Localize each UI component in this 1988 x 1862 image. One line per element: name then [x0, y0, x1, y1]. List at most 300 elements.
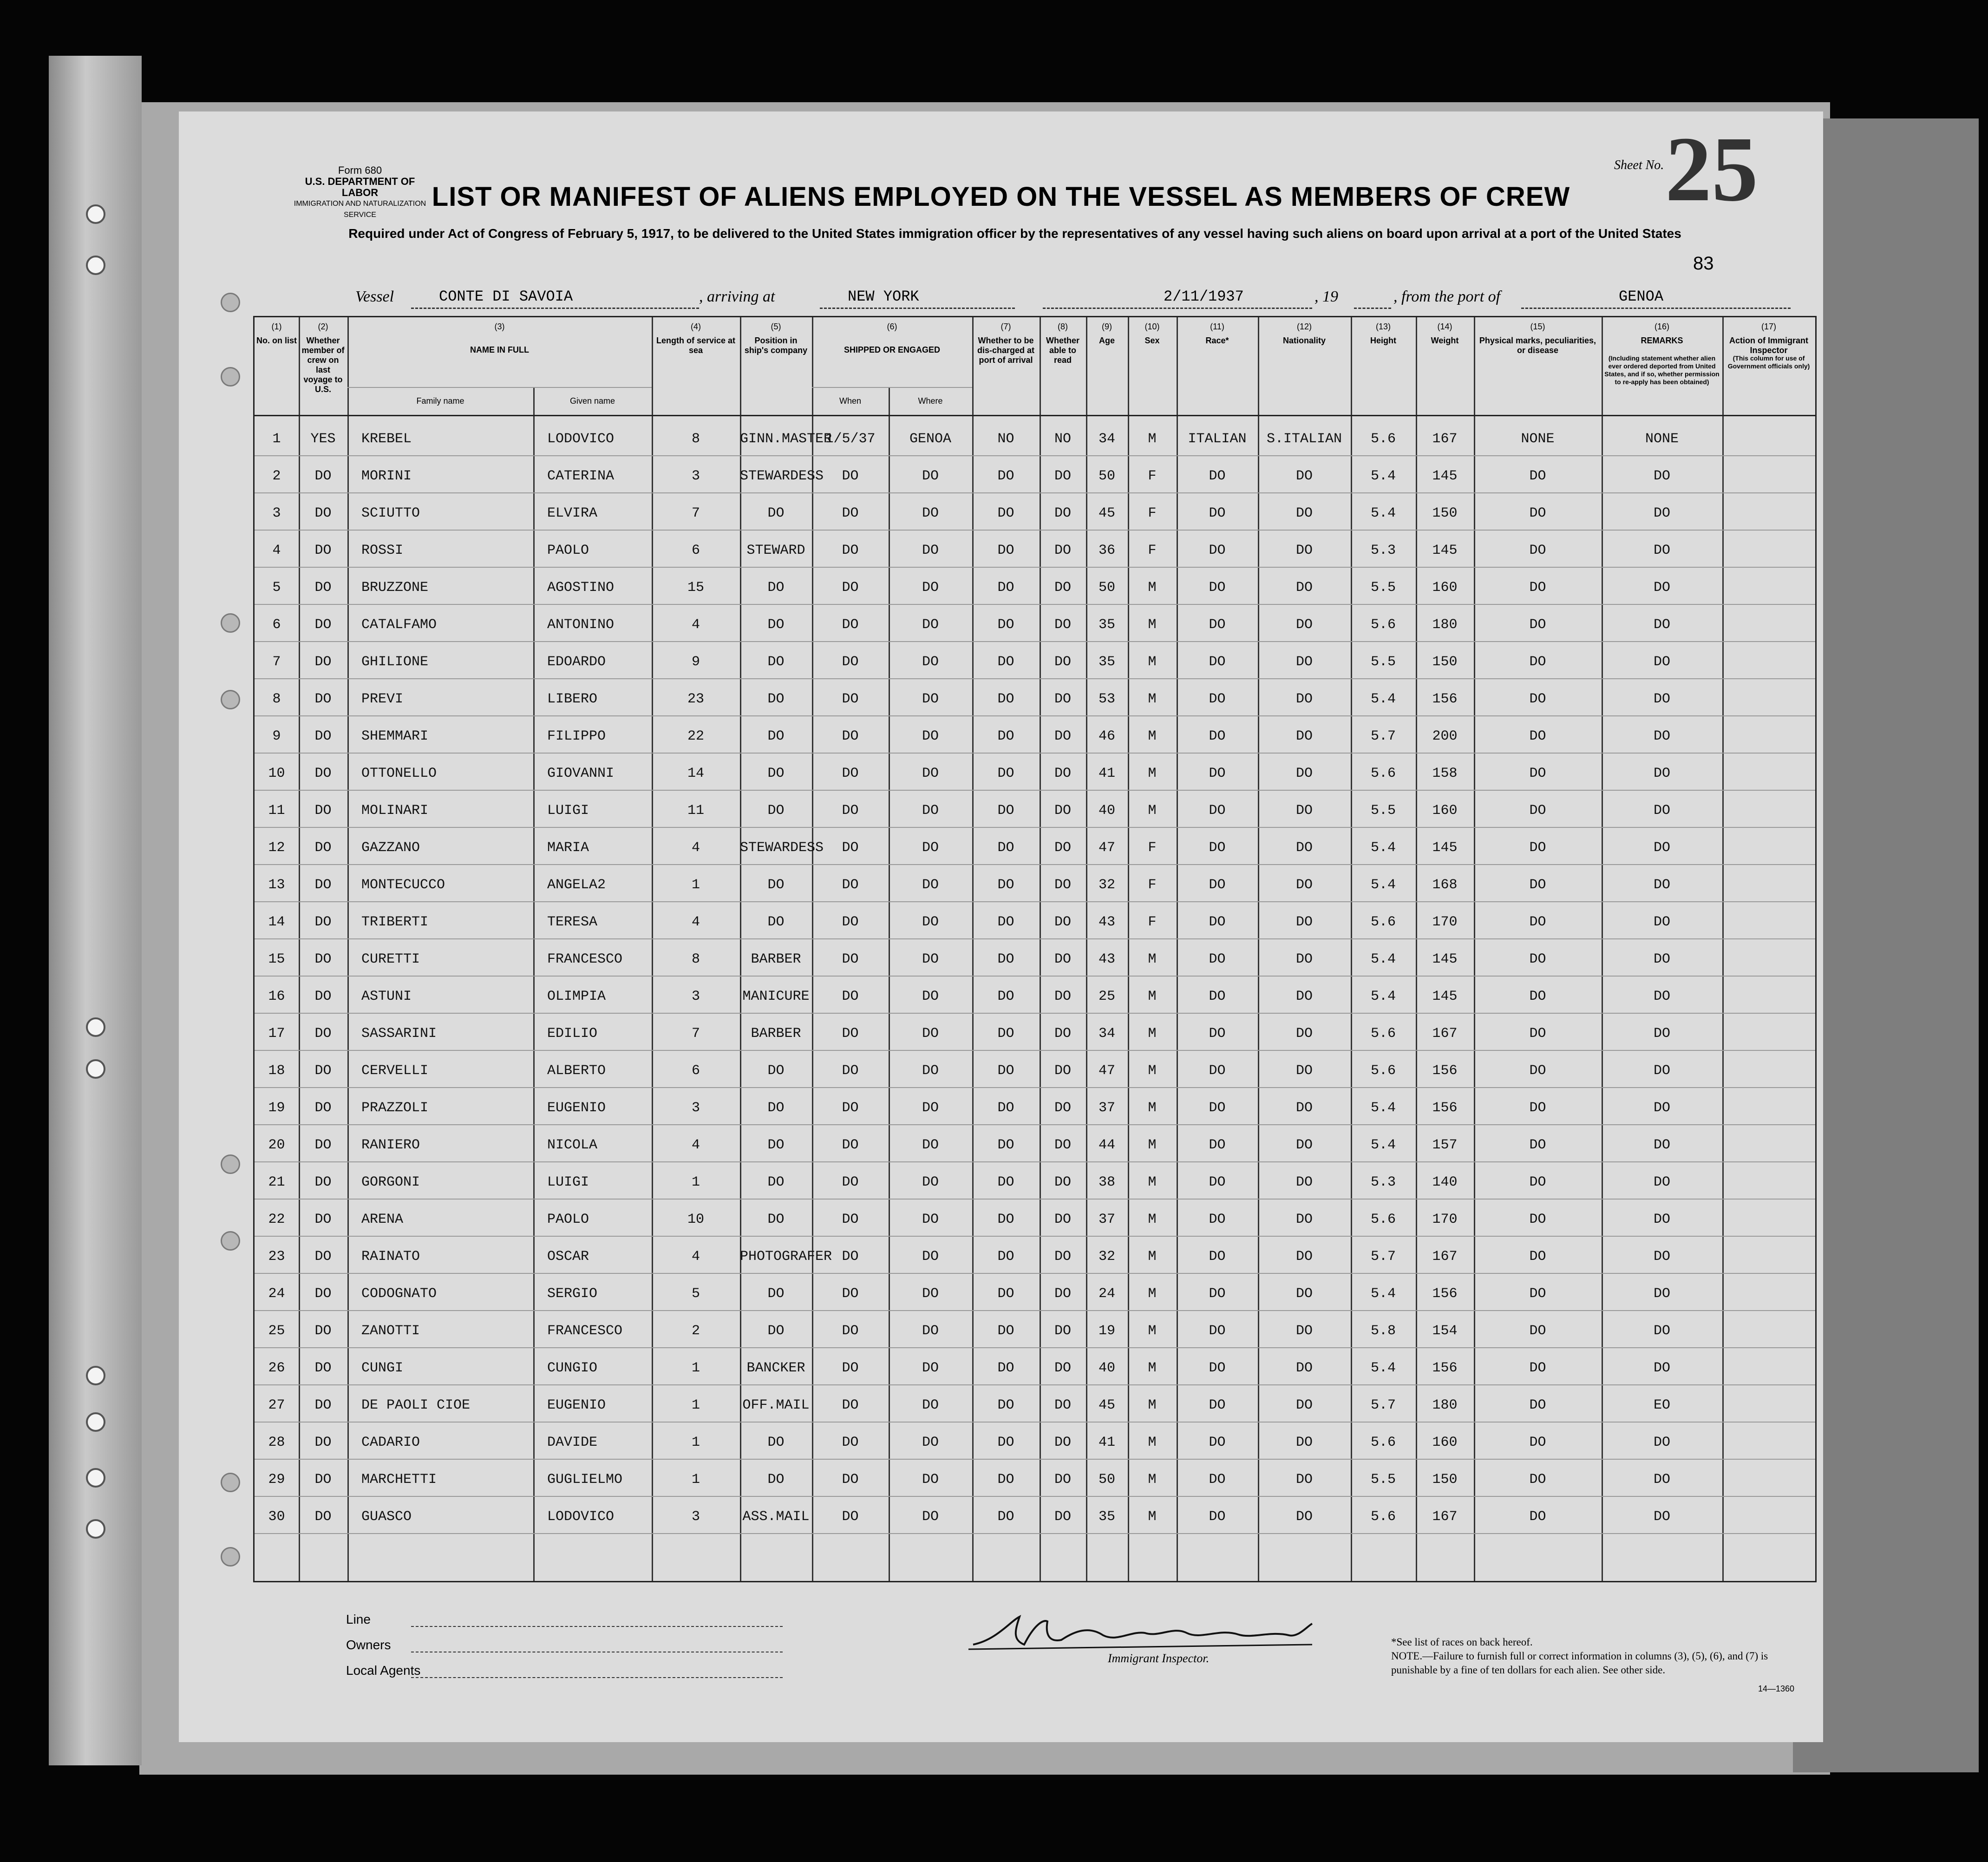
height-cell: 5.4	[1370, 1100, 1396, 1116]
table-row	[255, 1165, 1815, 1202]
age-cell: 50	[1098, 468, 1115, 484]
service-length-cell: 14	[687, 766, 704, 781]
able-to-read-cell: DO	[1054, 543, 1071, 558]
position-cell: STEWARDESS	[740, 840, 824, 856]
departure-underline	[1521, 308, 1791, 309]
position-cell: DO	[767, 728, 785, 744]
age-cell: 43	[1098, 914, 1115, 930]
position-cell: STEWARDESS	[740, 468, 824, 484]
position-cell: DO	[767, 1174, 785, 1190]
column-label: Height	[1370, 336, 1396, 345]
service-length-cell: 22	[687, 728, 704, 744]
able-to-read-cell: DO	[1054, 691, 1071, 707]
previous-voyage-cell: DO	[314, 840, 332, 856]
sex-cell: M	[1148, 691, 1157, 707]
race-cell: DO	[1209, 1212, 1226, 1227]
remarks-cell: DO	[1653, 877, 1670, 893]
physical-marks-cell: DO	[1529, 803, 1546, 819]
family-name-cell: ZANOTTI	[361, 1323, 420, 1339]
race-cell: DO	[1209, 1360, 1226, 1376]
remarks-cell: DO	[1653, 1472, 1670, 1488]
race-cell: DO	[1209, 580, 1226, 596]
discharge-status-cell: DO	[997, 877, 1014, 893]
position-cell: DO	[767, 654, 785, 670]
remarks-cell: DO	[1653, 505, 1670, 521]
physical-marks-cell: DO	[1529, 951, 1546, 967]
nationality-cell: DO	[1295, 1286, 1313, 1302]
weight-cell: 156	[1432, 691, 1458, 707]
sub-column-label: Family name	[416, 396, 464, 406]
remarks-cell: EO	[1653, 1397, 1670, 1413]
shipped-where-cell: DO	[922, 654, 939, 670]
service-length-cell: 1	[691, 1174, 700, 1190]
service-length-cell: 15	[687, 580, 704, 596]
shipped-when-cell: DO	[842, 617, 859, 633]
shipped-where-cell: DO	[922, 691, 939, 707]
able-to-read-cell: DO	[1054, 1435, 1071, 1450]
sub-column-label: Where	[918, 396, 943, 406]
shipped-where-cell: GENOA	[909, 431, 951, 447]
sex-cell: M	[1148, 1100, 1157, 1116]
position-cell: PHOTOGRAFER	[740, 1249, 832, 1265]
shipped-where-cell: DO	[922, 840, 939, 856]
able-to-read-cell: DO	[1054, 505, 1071, 521]
nationality-cell: DO	[1295, 1137, 1313, 1153]
race-cell: DO	[1209, 1174, 1226, 1190]
column-number: (13)	[1375, 322, 1391, 331]
punch-hole	[221, 367, 240, 387]
service-length-cell: 4	[691, 840, 700, 856]
previous-voyage-cell: DO	[314, 1323, 332, 1339]
nationality-cell: DO	[1295, 1063, 1313, 1079]
department-name: U.S. DEPARTMENT OF LABOR	[305, 176, 415, 198]
position-cell: DO	[767, 505, 785, 521]
weight-cell: 200	[1432, 728, 1458, 744]
given-name-cell: ELVIRA	[547, 505, 598, 521]
height-cell: 5.6	[1370, 1026, 1396, 1042]
age-cell: 41	[1098, 1435, 1115, 1450]
previous-voyage-cell: DO	[314, 1249, 332, 1265]
family-name-cell: DE PAOLI CIOE	[361, 1397, 471, 1413]
column-label: No. on list	[256, 336, 297, 345]
table-row	[255, 1054, 1815, 1091]
position-cell: DO	[767, 877, 785, 893]
discharge-status-cell: DO	[997, 1360, 1014, 1376]
given-name-cell: DAVIDE	[547, 1435, 598, 1450]
previous-voyage-cell: DO	[314, 728, 332, 744]
table-row	[255, 645, 1815, 682]
weight-cell: 145	[1432, 840, 1458, 856]
given-name-cell: GUGLIELMO	[547, 1472, 623, 1488]
row-number-cell: 5	[272, 580, 281, 596]
height-cell: 5.6	[1370, 1509, 1396, 1525]
family-name-cell: MORINI	[361, 468, 412, 484]
column-number: (3)	[494, 322, 505, 331]
weight-cell: 160	[1432, 803, 1458, 819]
remarks-cell: DO	[1653, 1249, 1670, 1265]
race-cell: DO	[1209, 989, 1226, 1004]
able-to-read-cell: DO	[1054, 1397, 1071, 1413]
sex-cell: F	[1148, 543, 1157, 558]
discharge-status-cell: DO	[997, 1212, 1014, 1227]
column-number: (5)	[771, 322, 781, 331]
nationality-cell: DO	[1295, 1174, 1313, 1190]
weight-cell: 167	[1432, 1249, 1458, 1265]
height-cell: 5.6	[1370, 1063, 1396, 1079]
shipped-where-cell: DO	[922, 1100, 939, 1116]
previous-voyage-cell: DO	[314, 1397, 332, 1413]
shipped-where-cell: DO	[922, 1472, 939, 1488]
age-cell: 35	[1098, 654, 1115, 670]
race-footnote: *See list of races on back hereof.	[1391, 1636, 1533, 1648]
race-cell: DO	[1209, 877, 1226, 893]
column-label: Position in ship's company	[744, 336, 808, 355]
table-row	[255, 1202, 1815, 1239]
table-row	[255, 496, 1815, 533]
physical-marks-cell: DO	[1529, 1397, 1546, 1413]
previous-voyage-cell: DO	[314, 989, 332, 1004]
weight-cell: 145	[1432, 951, 1458, 967]
able-to-read-cell: DO	[1054, 1174, 1071, 1190]
height-cell: 5.8	[1370, 1323, 1396, 1339]
age-cell: 53	[1098, 691, 1115, 707]
row-number-cell: 13	[268, 877, 285, 893]
given-name-cell: GIOVANNI	[547, 766, 615, 781]
remarks-cell: DO	[1653, 1100, 1670, 1116]
race-cell: DO	[1209, 691, 1226, 707]
height-cell: 5.4	[1370, 877, 1396, 893]
physical-marks-cell: DO	[1529, 840, 1546, 856]
family-name-cell: PRAZZOLI	[361, 1100, 429, 1116]
position-cell: DO	[767, 1435, 785, 1450]
service-length-cell: 1	[691, 1397, 700, 1413]
previous-voyage-cell: DO	[314, 1063, 332, 1079]
service-length-cell: 1	[691, 1360, 700, 1376]
age-cell: 45	[1098, 1397, 1115, 1413]
family-name-cell: SHEMMARI	[361, 728, 429, 744]
discharge-status-cell: DO	[997, 766, 1014, 781]
shipped-where-cell: DO	[922, 1063, 939, 1079]
family-name-cell: GHILIONE	[361, 654, 429, 670]
nationality-cell: DO	[1295, 1397, 1313, 1413]
shipped-when-cell: DO	[842, 691, 859, 707]
age-cell: 36	[1098, 543, 1115, 558]
able-to-read-cell: DO	[1054, 1137, 1071, 1153]
position-cell: DO	[767, 1323, 785, 1339]
nationality-cell: DO	[1295, 1509, 1313, 1525]
height-cell: 5.5	[1370, 654, 1396, 670]
service-length-cell: 23	[687, 691, 704, 707]
race-cell: DO	[1209, 766, 1226, 781]
weight-cell: 158	[1432, 766, 1458, 781]
position-cell: DO	[767, 1100, 785, 1116]
age-cell: 45	[1098, 505, 1115, 521]
previous-voyage-cell: DO	[314, 1472, 332, 1488]
height-cell: 5.4	[1370, 505, 1396, 521]
punch-hole	[221, 293, 240, 312]
height-cell: 5.6	[1370, 617, 1396, 633]
able-to-read-cell: DO	[1054, 617, 1071, 633]
physical-marks-cell: NONE	[1521, 431, 1555, 447]
physical-marks-cell: DO	[1529, 1026, 1546, 1042]
shipped-when-cell: DO	[842, 1472, 859, 1488]
discharge-status-cell: DO	[997, 691, 1014, 707]
nationality-cell: DO	[1295, 728, 1313, 744]
physical-marks-cell: DO	[1529, 877, 1546, 893]
remarks-cell: DO	[1653, 989, 1670, 1004]
race-cell: DO	[1209, 1472, 1226, 1488]
sex-cell: M	[1148, 1472, 1157, 1488]
shipped-where-cell: DO	[922, 1026, 939, 1042]
service-length-cell: 1	[691, 877, 700, 893]
sex-cell: M	[1148, 1137, 1157, 1153]
row-number-cell: 3	[272, 505, 281, 521]
nationality-cell: DO	[1295, 1026, 1313, 1042]
height-cell: 5.7	[1370, 1397, 1396, 1413]
discharge-status-cell: DO	[997, 1509, 1014, 1525]
row-number-cell: 4	[272, 543, 281, 558]
sex-cell: M	[1148, 431, 1157, 447]
column-number: (16)	[1654, 322, 1669, 331]
discharge-status-cell: DO	[997, 951, 1014, 967]
given-name-cell: LIBERO	[547, 691, 598, 707]
nationality-cell: DO	[1295, 1323, 1313, 1339]
row-number-cell: 9	[272, 728, 281, 744]
previous-voyage-cell: DO	[314, 951, 332, 967]
discharge-status-cell: DO	[997, 617, 1014, 633]
remarks-cell: NONE	[1645, 431, 1679, 447]
height-cell: 5.4	[1370, 468, 1396, 484]
service-name: IMMIGRATION AND NATURALIZATION SERVICE	[294, 200, 426, 219]
sex-cell: M	[1148, 1323, 1157, 1339]
row-number-cell: 29	[268, 1472, 285, 1488]
service-length-cell: 3	[691, 1100, 700, 1116]
sex-cell: M	[1148, 951, 1157, 967]
family-name-cell: SCIUTTO	[361, 505, 420, 521]
nationality-cell: DO	[1295, 1360, 1313, 1376]
physical-marks-cell: DO	[1529, 1323, 1546, 1339]
weight-cell: 154	[1432, 1323, 1458, 1339]
race-cell: DO	[1209, 840, 1226, 856]
column-label: Race*	[1205, 336, 1229, 345]
row-number-cell: 1	[272, 431, 281, 447]
remarks-cell: DO	[1653, 543, 1670, 558]
shipped-where-cell: DO	[922, 877, 939, 893]
column-number: (11)	[1210, 322, 1224, 331]
nationality-cell: DO	[1295, 1472, 1313, 1488]
header-divider	[255, 415, 1815, 416]
remarks-cell: DO	[1653, 1360, 1670, 1376]
remarks-cell: DO	[1653, 1026, 1670, 1042]
previous-voyage-cell: DO	[314, 1360, 332, 1376]
age-cell: 34	[1098, 431, 1115, 447]
table-row	[255, 868, 1815, 905]
position-cell: MANICURE	[742, 989, 810, 1004]
shipped-when-cell: DO	[842, 1100, 859, 1116]
height-cell: 5.5	[1370, 580, 1396, 596]
binder-hole	[86, 1366, 105, 1385]
race-cell: DO	[1209, 1026, 1226, 1042]
given-name-cell: CATERINA	[547, 468, 615, 484]
weight-cell: 160	[1432, 1435, 1458, 1450]
family-name-cell: TRIBERTI	[361, 914, 429, 930]
race-cell: DO	[1209, 1286, 1226, 1302]
service-length-cell: 6	[691, 543, 700, 558]
family-name-cell: CUNGI	[361, 1360, 404, 1376]
service-length-cell: 7	[691, 505, 700, 521]
height-cell: 5.6	[1370, 1435, 1396, 1450]
sex-cell: M	[1148, 803, 1157, 819]
remarks-cell: DO	[1653, 803, 1670, 819]
position-cell: BARBER	[751, 1026, 801, 1042]
year-label: , 19	[1314, 288, 1338, 305]
form-footer	[253, 1584, 1814, 1737]
print-code: 14—1360	[1758, 1684, 1795, 1693]
able-to-read-cell: DO	[1054, 1360, 1071, 1376]
age-cell: 35	[1098, 1509, 1115, 1525]
physical-marks-cell: DO	[1529, 1360, 1546, 1376]
shipped-when-cell: DO	[842, 1397, 859, 1413]
age-cell: 40	[1098, 1360, 1115, 1376]
shipped-where-cell: DO	[922, 914, 939, 930]
binder-strip	[49, 56, 142, 1765]
column-number: (1)	[271, 322, 282, 331]
physical-marks-cell: DO	[1529, 1137, 1546, 1153]
punch-hole	[221, 1473, 240, 1492]
column-label: Whether member of crew on last voyage to U.S.	[301, 336, 345, 394]
given-name-cell: OSCAR	[547, 1249, 589, 1265]
nationality-cell: DO	[1295, 1100, 1313, 1116]
physical-marks-cell: DO	[1529, 914, 1546, 930]
race-cell: DO	[1209, 505, 1226, 521]
remarks-cell: DO	[1653, 1063, 1670, 1079]
family-name-cell: SASSARINI	[361, 1026, 437, 1042]
physical-marks-cell: DO	[1529, 1100, 1546, 1116]
given-name-cell: EUGENIO	[547, 1397, 606, 1413]
position-cell: DO	[767, 766, 785, 781]
age-cell: 34	[1098, 1026, 1115, 1042]
height-cell: 5.7	[1370, 728, 1396, 744]
sub-column-label: Given name	[569, 396, 615, 406]
shipped-when-cell: DO	[842, 877, 859, 893]
height-cell: 5.4	[1370, 951, 1396, 967]
discharge-status-cell: DO	[997, 1100, 1014, 1116]
column-number: (12)	[1296, 322, 1312, 331]
sex-cell: M	[1148, 728, 1157, 744]
shipped-where-cell: DO	[922, 951, 939, 967]
column-number: (14)	[1437, 322, 1452, 331]
nationality-cell: DO	[1295, 505, 1313, 521]
physical-marks-cell: DO	[1529, 654, 1546, 670]
sex-cell: F	[1148, 877, 1157, 893]
previous-voyage-cell: DO	[314, 1212, 332, 1227]
race-cell: DO	[1209, 1323, 1226, 1339]
given-name-cell: LODOVICO	[547, 431, 615, 447]
vessel-label: Vessel	[355, 288, 394, 305]
age-cell: 24	[1098, 1286, 1115, 1302]
column-label: Weight	[1431, 336, 1459, 345]
discharge-status-cell: DO	[997, 468, 1014, 484]
page-number: 83	[1693, 253, 1714, 274]
inspector-label: Immigrant Inspector.	[1108, 1652, 1210, 1665]
position-cell: BANCKER	[746, 1360, 805, 1376]
position-cell: STEWARD	[746, 543, 805, 558]
table-row	[255, 1351, 1815, 1388]
family-name-cell: MARCHETTI	[361, 1472, 437, 1488]
row-number-cell: 20	[268, 1137, 285, 1153]
remarks-cell: DO	[1653, 1174, 1670, 1190]
physical-marks-cell: DO	[1529, 728, 1546, 744]
age-cell: 44	[1098, 1137, 1115, 1153]
shipped-when-cell: DO	[842, 1137, 859, 1153]
previous-voyage-cell: DO	[314, 654, 332, 670]
shipped-when-cell: DO	[842, 1323, 859, 1339]
physical-marks-cell: DO	[1529, 1435, 1546, 1450]
shipped-where-cell: DO	[922, 1509, 939, 1525]
shipped-where-cell: DO	[922, 617, 939, 633]
weight-cell: 168	[1432, 877, 1458, 893]
physical-marks-cell: DO	[1529, 1063, 1546, 1079]
physical-marks-cell: DO	[1529, 1472, 1546, 1488]
punch-hole	[221, 690, 240, 709]
shipped-where-cell: DO	[922, 1323, 939, 1339]
voyage-line	[355, 288, 1795, 311]
table-row	[255, 1277, 1815, 1314]
sex-cell: M	[1148, 766, 1157, 781]
nationality-cell: S.ITALIAN	[1266, 431, 1342, 447]
remarks-cell: DO	[1653, 728, 1670, 744]
column-label: Sex	[1144, 336, 1160, 345]
race-cell: DO	[1209, 1249, 1226, 1265]
physical-marks-cell: DO	[1529, 1174, 1546, 1190]
discharge-status-cell: DO	[997, 1286, 1014, 1302]
column-number: (10)	[1144, 322, 1160, 331]
remarks-cell: DO	[1653, 1509, 1670, 1525]
race-cell: DO	[1209, 543, 1226, 558]
binder-hole	[86, 256, 105, 275]
remarks-cell: DO	[1653, 468, 1670, 484]
able-to-read-cell: DO	[1054, 1249, 1071, 1265]
row-number-cell: 26	[268, 1360, 285, 1376]
binder-hole	[86, 1017, 105, 1037]
weight-cell: 167	[1432, 1026, 1458, 1042]
weight-cell: 150	[1432, 1472, 1458, 1488]
nationality-cell: DO	[1295, 1249, 1313, 1265]
physical-marks-cell: DO	[1529, 468, 1546, 484]
column-label: SHIPPED OR ENGAGED	[844, 345, 941, 354]
shipped-when-cell: DO	[842, 1360, 859, 1376]
previous-voyage-cell: DO	[314, 1509, 332, 1525]
nationality-cell: DO	[1295, 1435, 1313, 1450]
physical-marks-cell: DO	[1529, 580, 1546, 596]
row-number-cell: 16	[268, 989, 285, 1004]
nationality-cell: DO	[1295, 617, 1313, 633]
able-to-read-cell: DO	[1054, 1286, 1071, 1302]
crew-table	[253, 316, 1817, 1582]
physical-marks-cell: DO	[1529, 1249, 1546, 1265]
line-label: Line	[346, 1612, 371, 1626]
sex-cell: F	[1148, 468, 1157, 484]
family-name-cell: CATALFAMO	[361, 617, 437, 633]
row-number-cell: 27	[268, 1397, 285, 1413]
remarks-cell: DO	[1653, 951, 1670, 967]
family-name-cell: ARENA	[361, 1212, 404, 1227]
service-length-cell: 4	[691, 1249, 700, 1265]
row-number-cell: 7	[272, 654, 281, 670]
shipped-when-cell: DO	[842, 1026, 859, 1042]
able-to-read-cell: DO	[1054, 580, 1071, 596]
table-row	[255, 1388, 1815, 1425]
